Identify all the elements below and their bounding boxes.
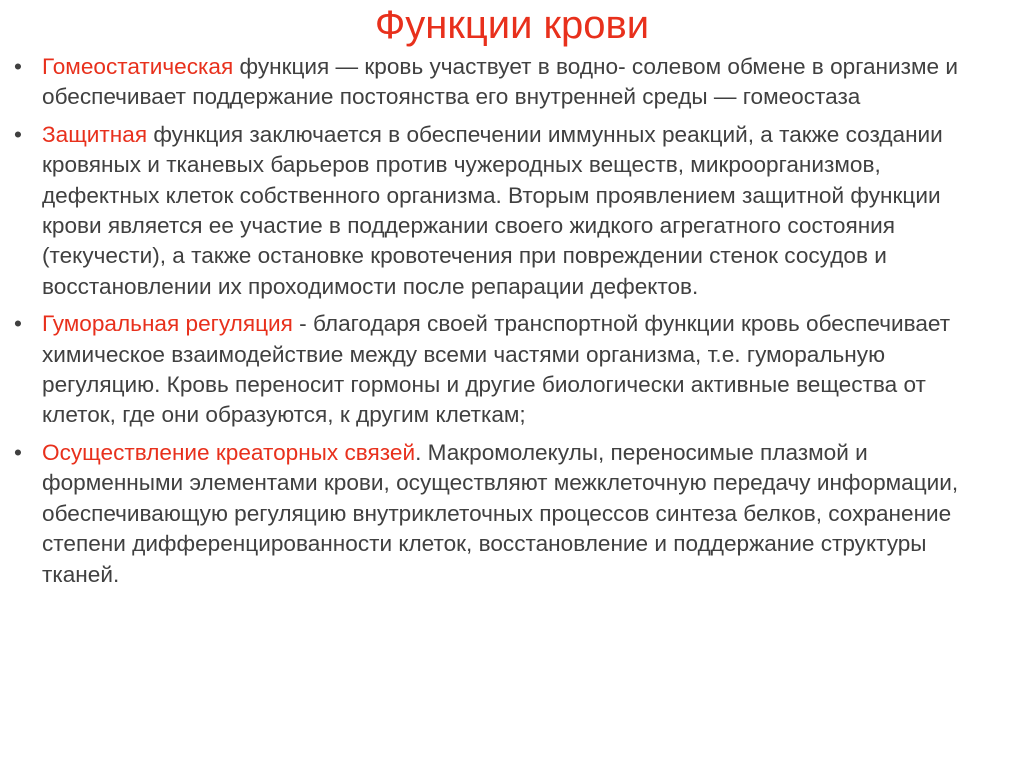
bullet-dot-icon: • — [14, 439, 22, 465]
list-item-creative-links — [0, 438, 1024, 590]
term-highlight: Защитная — [42, 121, 148, 147]
item-text: функция заключается в обеспечении иммунных реакций, а также создании кровяных и тканевых барьеров против чужеродных веществ, микроорганизмов, дефектных клеток собственного организма. Вторым проявлением защитной функции крови является ее участие в поддержании своего жидкого агрегатного состояния (текучести), а также остановке кровотечения при повреждении стенок сосудов и восстановлении их проходимости после репарации дефектов. — [42, 121, 943, 299]
bullet-dot-icon: • — [14, 121, 22, 147]
list-item-humoral — [0, 309, 1024, 431]
item-text: функция — кровь участвует в водно- солевом обмене в организме и обеспечивает поддержание постоянства его внутренней среды — гомеостаза — [42, 54, 958, 110]
bullet-dot-icon: • — [14, 311, 22, 337]
bullet-list — [0, 52, 1024, 597]
list-item-homeostatic — [0, 52, 1024, 113]
slide-title: Функции крови — [374, 3, 650, 47]
bullet-dot-icon: • — [14, 54, 22, 79]
term-highlight: Осуществление креаторных связей — [42, 439, 416, 465]
list-item-protective — [0, 120, 1024, 302]
term-highlight: Гуморальная регуляция — [42, 311, 293, 337]
item-text: . Макромолекулы, переносимые плазмой и форменными элементами крови, осуществляют межклеточную передачу информации, обеспечивающую регуляцию внутриклеточных процессов синтеза белков, сохранение степени дифференцированности клеток, восстановление и поддержание структуры тканей. — [42, 439, 959, 587]
item-text: - благодаря своей транспортной функции кровь обеспечивает химическое взаимодействие между всеми частями организма, т.е. гуморальную регуляцию. Кровь переносит гормоны и другие биологически активные вещества от клеток, где они образуются, к другим клеткам; — [42, 311, 951, 428]
term-highlight: Гомеостатическая — [42, 54, 234, 79]
